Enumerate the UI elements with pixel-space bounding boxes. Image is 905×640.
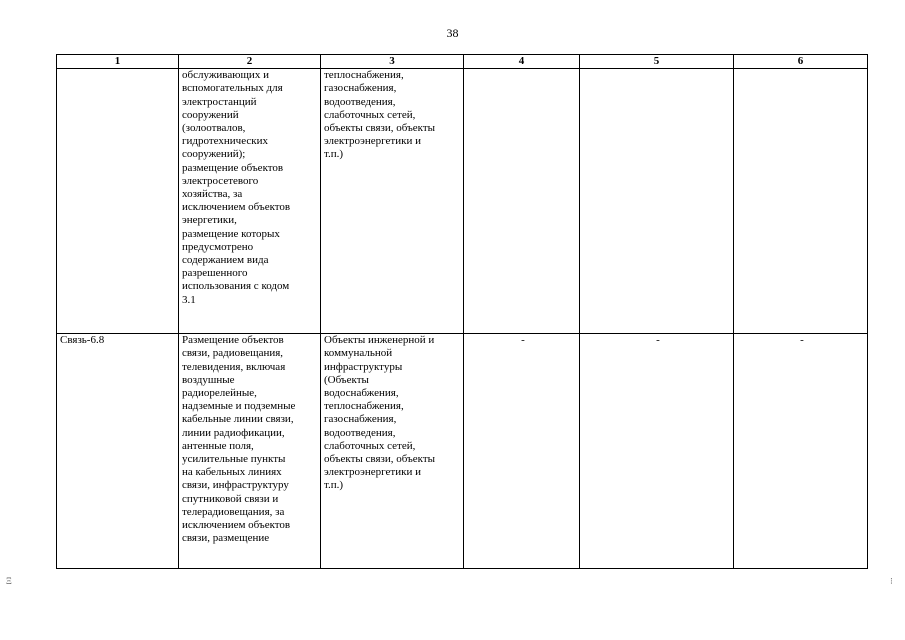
column-header-1: 1 [57,55,179,69]
row-column-5-cell [580,69,734,334]
row-column-4-cell [464,69,580,334]
row-use-description-cell: Размещение объектов связи, радиовещания, телевидения, включая воздушные радиорелейные, надземные и подземные кабельные линии связи, линии радиофикации, антенные поля, усилительные пункты на кабельных линиях связи, инфраструктуру спутниковой связи и телерадиовещания, за исключением объектов связи, размещение [179,334,321,569]
column-header-6: 6 [734,55,868,69]
column-header-3: 3 [321,55,464,69]
table-header-row [57,55,868,69]
table-row [57,69,868,334]
row-column-4-cell: - [464,334,580,569]
zoning-table [56,54,868,569]
row-permitted-objects-cell: Объекты инженерной и коммунальной инфраструктуры (Объекты водоснабжения, теплоснабжения, газоснабжения, водоотведения, слаботочных сетей, объекты связи, объекты электроэнергетики и т.п.) [321,334,464,569]
row-column-6-cell [734,69,868,334]
row-permitted-objects-cell: теплоснабжения, газоснабжения, водоотведения, слаботочных сетей, объекты связи, объекты электроэнергетики и т.п.) [321,69,464,334]
row-use-description-cell: обслуживающих и вспомогательных для электростанций сооружений (золоотвалов, гидротехнических сооружений); размещение объектов электросетевого хозяйства, за исключением объектов энергетики, размещение которых предусмотрено содержанием вида разрешенного использования с кодом 3.1 [179,69,321,334]
row-column-6-cell: - [734,334,868,569]
left-margin-mark: Ξ [6,576,12,586]
row-use-name-cell: Связь-6.8 [57,334,179,569]
right-margin-mark: ⁝ [890,576,893,586]
page-number: 38 [446,26,459,40]
column-header-5: 5 [580,55,734,69]
column-header-2: 2 [179,55,321,69]
row-column-5-cell: - [580,334,734,569]
column-header-4: 4 [464,55,580,69]
table-row [57,334,868,569]
row-use-name-cell [57,69,179,334]
